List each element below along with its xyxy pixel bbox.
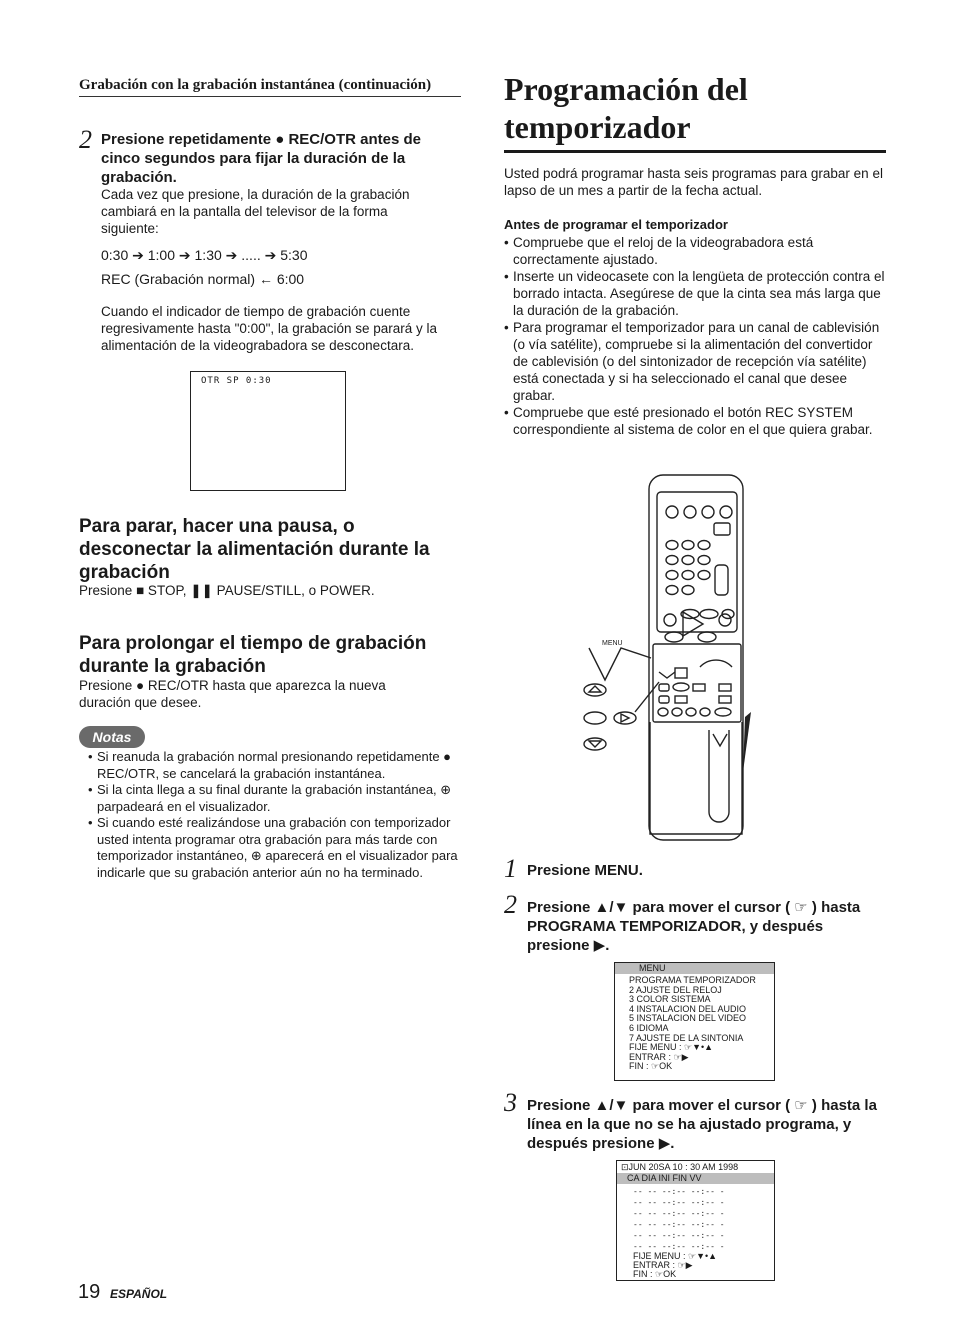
menu-footer-line: FIJE MENU : ☞▼•▲ [629, 1042, 714, 1053]
timer-row: -- -- --:-- --:-- - [633, 1186, 725, 1196]
timer-footer-line: FIJE MENU : ☞▼•▲ [633, 1250, 718, 1261]
before-item: • Compruebe que esté presionado el botón REC SYSTEM correspondiente al sistema de color en el que quiera grabar. [504, 404, 886, 438]
tv-screen [190, 371, 346, 491]
step-title: Presione ▲/▼ para mover el cursor ( ☞ ) hasta la línea en la que no se ha ajustado programa, y después presione ▶. [527, 1097, 877, 1152]
menu-footer-line: ENTRAR : ☞▶ [629, 1051, 689, 1062]
timer-row: -- -- --:-- --:-- - [633, 1219, 725, 1229]
menu-item: 7 AJUSTE DE LA SINTONIA [629, 1032, 744, 1043]
menu-item: 3 COLOR SISTEMA [629, 994, 711, 1005]
menu-item: 6 IDIOMA [629, 1022, 669, 1033]
timer-row: -- -- --:-- --:-- - [633, 1197, 725, 1207]
page-title: Programación del temporizador [504, 70, 886, 153]
menu-screen-header: MENU [615, 963, 774, 974]
before-item: • Inserte un videocasete con la lengüeta de protección contra el borrado intacta. Asegúrese de que la cinta sea más larga que la duración de la grabación. [504, 268, 886, 319]
menu-item: PROGRAMA TEMPORIZADOR [629, 975, 756, 985]
step-number: 3 [504, 1088, 517, 1117]
duration-sequence-return: REC (Grabación normal) ← 6:00 [101, 271, 305, 287]
section-header: Grabación con la grabación instantánea (continuación) [79, 76, 461, 97]
timer-row: -- -- --:-- --:-- - [633, 1230, 725, 1240]
menu-screen [614, 962, 775, 1081]
page-language: ESPAÑOL [110, 1287, 168, 1301]
timer-date-line: ⊡JUN 20SA 10 : 30 AM 1998 [621, 1162, 739, 1172]
timer-screen [616, 1160, 775, 1281]
step-text: Cada vez que presione, la duración de la grabación cambiará en la pantalla del televisor de la forma siguiente: [101, 187, 410, 236]
menu-button-label: MENU [602, 640, 623, 647]
page-number: 19 [78, 1281, 101, 1303]
step-title: Presione MENU. [527, 862, 643, 879]
step-number: 2 [504, 890, 517, 919]
before-item: • Compruebe que el reloj de la videograbadora está correctamente ajustado. [504, 234, 886, 268]
note-item: • Si reanuda la grabación normal presionando repetidamente ● REC/OTR, se cancelará la grabación instantánea. [88, 749, 460, 782]
menu-item: 4 INSTALACION DEL AUDIO [629, 1003, 747, 1014]
extend-text: Presione ● REC/OTR hasta que aparezca la nueva duración que desee. [79, 678, 386, 710]
stop-heading: Para parar, hacer una pausa, o desconectar la alimentación durante la grabación [79, 516, 430, 583]
stop-text: Presione ■ STOP, ❚❚ PAUSE/STILL, o POWER. [79, 583, 375, 598]
before-heading: Antes de programar el temporizador [504, 217, 728, 232]
timer-header: CA DIA INI FIN VV [617, 1173, 774, 1184]
menu-footer-line: FIN : ☞OK [629, 1061, 673, 1072]
note-item: • Si la cinta llega a su final durante la grabación instantánea, ⊕ parpadeará en el visualizador. [88, 782, 460, 815]
note-item: • Si cuando esté realizándose una grabación con temporizador usted intenta programar otra grabación para más tarde con temporizador instantáneo, ⊕ aparecerá en el visualizador para indicarle que su grabación anterior aún no ha terminado. [88, 815, 460, 881]
step-title: Presione ▲/▼ para mover el cursor ( ☞ ) hasta PROGRAMA TEMPORIZADOR, y después presione ▶. [527, 899, 861, 954]
before-item: • Para programar el temporizador para un canal de cablevisión (o vía satélite), compruebe si la alimentación del convertidor de cablevisión (o del sintonizador de recepción vía satélite) está conectada y si ha seleccionado el canal que desee grabar. [504, 319, 886, 404]
step-number: 1 [504, 854, 517, 883]
duration-sequence: 0:30 ➔ 1:00 ➔ 1:30 ➔ ..... ➔ 5:30 [101, 247, 308, 263]
screen-readout: OTR SP 0:30 [201, 376, 272, 386]
notes-badge: Notas [79, 726, 145, 748]
menu-item: 2 AJUSTE DEL RELOJ [629, 984, 722, 995]
step-title: Presione repetidamente ● REC/OTR antes de cinco segundos para fijar la duración de la grabación. [101, 131, 421, 186]
notes-list [88, 749, 460, 881]
timer-row: -- -- --:-- --:-- - [633, 1208, 725, 1218]
timer-footer-line: FIN : ☞OK [633, 1268, 677, 1279]
extend-heading: Para prolongar el tiempo de grabación durante la grabación [79, 633, 427, 677]
before-list [504, 234, 886, 438]
remote-control-illustration [575, 472, 775, 847]
step-number: 2 [79, 125, 92, 154]
step-after-text: Cuando el indicador de tiempo de grabación cuente regresivamente hasta "0:00", la grabación se parará y la alimentación de la videograbadora se desconectara. [101, 304, 438, 353]
intro-text: Usted podrá programar hasta seis programas para grabar en el lapso de un mes a partir de la fecha actual. [504, 166, 883, 198]
timer-footer-line: ENTRAR : ☞▶ [633, 1259, 693, 1270]
menu-item: 5 INSTALACION DEL VIDEO [629, 1013, 747, 1024]
timer-row: -- -- --:-- --:-- - [633, 1241, 725, 1251]
